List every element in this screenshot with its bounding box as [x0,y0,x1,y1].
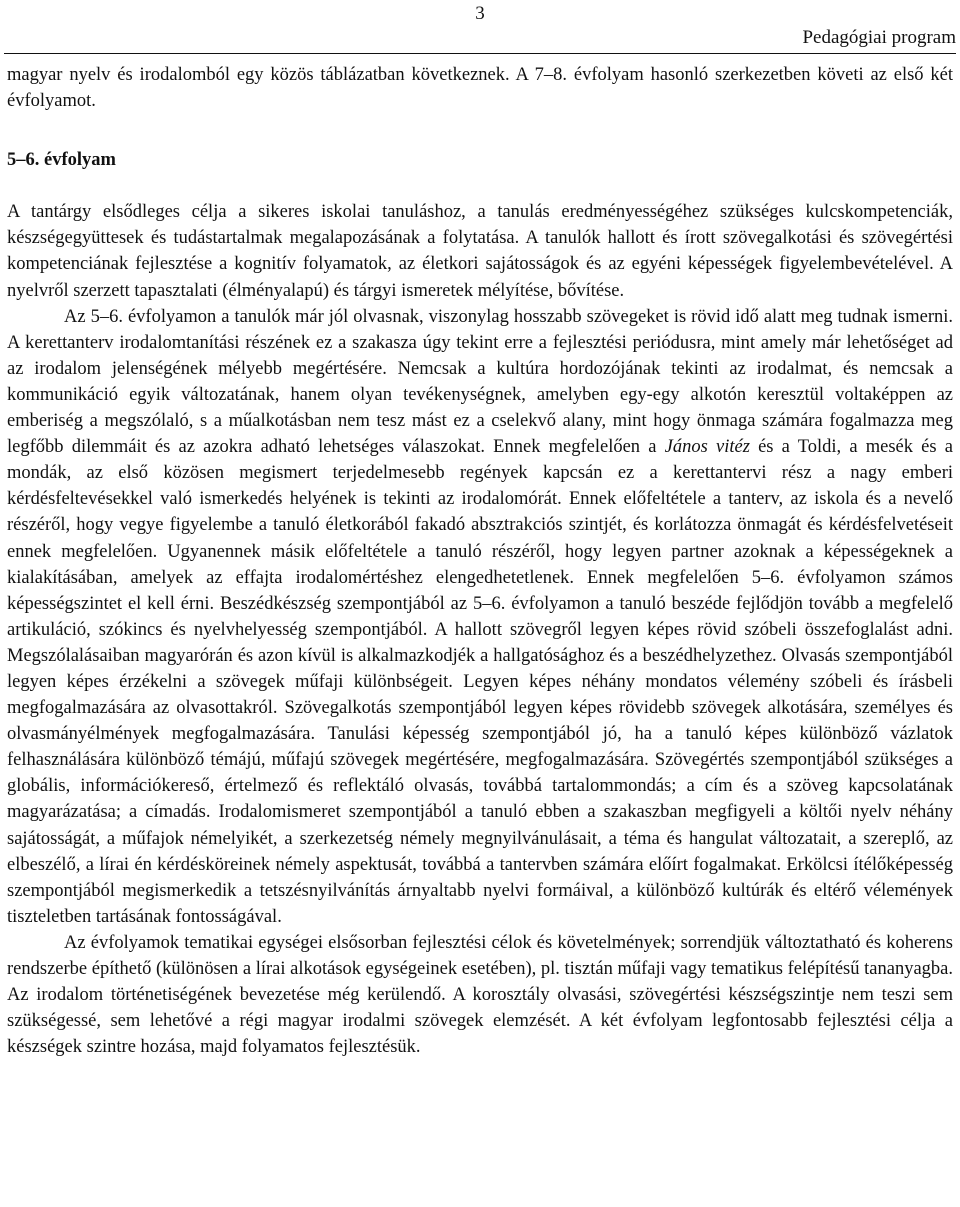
paragraph-thematic-units: Az évfolyamok tematikai egységei elsősorban fejlesztési célok és követelmények; sorrendjük változtatható és koherens rendszerbe építhető (különösen a lírai alkotások egységeinek esetében), pl. tisztán műfaji vagy tematikus felépítésű tananyagba. Az irodalom történetiségének bevezetése még kerülendő. A korosztály olvasási, szövegértési készségszintje nem teszi sem szükségessé, sem lehetővé a régi magyar irodalmi szövegek elemzését. A két évfolyam legfontosabb fejlesztési célja a készségek szintre hozása, majd folyamatos fejlesztésük. [7,932,953,1058]
header-divider [4,53,956,54]
paragraph-competencies [7,304,953,930]
paragraph-text: és a Toldi, a mesék és a mondák, az első közösen megismert terjedelmesebb regények kapcsán ez a kerettantervi rész a nagy emberi kérdésfeltevésekkel való ismerkedés helyének is tekinti az irodalomórát. Ennek előfeltétele a tanterv, az iskola és a nevelő részéről, hogy vegye figyelembe a tanuló életkorából fakadó absztrakciós szintjét, és korlátozza önmagát és kérdésfelvetéseit ennek megfelelően. Ugyanennek másik előfeltétele a tanuló részéről, hogy legyen partner azoknak a képességeknek a kialakításában, amelyek az effajta irodalomértéshez elengedhetetlenek. Ennek megfelelően 5–6. évfolyamon számos képességszintet el kell érni. Beszédkészség szempontjából az 5–6. évfolyamon a tanuló beszéde fejlődjön tovább a megfelelő artikuláció, szókincs és nyelvhelyesség szempontjából. A hallott szövegről legyen képes rövid szóbeli összefoglalást adni. Megszólalásaiban magyarórán és azon kívül is alkalmazkodjék a hallgatósághoz és a beszédhelyzethez. Olvasás szempontjából legyen képes érzékelni a szövegek műfaji különbségeit. Legyen képes néhány mondatos vélemény szóbeli és írásbeli megfogalmazására az olvasottakról. Szövegalkotás szempontjából legyen képes rövidebb szövegek alkotására, személyes és olvasmányélmények megfogalmazására. Tanulási képesség szempontjából jó, ha a tanuló képes különböző vázlatok felhasználására különböző témájú, műfajú szövegek megértésére, megfogalmazására. Szövegértés szempontjából szükséges a globális, információkereső, értelmező és reflektáló olvasás, továbbá tartalommondás; a cím és a szöveg kapcsolatának magyarázatása; a címadás. Irodalomismeret szempontjából a tanuló ebben a szakaszban megfigyeli a költői nyelv néhány sajátosságát, a műfajok némelyikét, a szerkezetség némely megnyilvánulásait, a téma és hangulat változatait, a szereplő, az elbeszélő, a lírai én kérdésköreinek némely aspektusát, továbbá a tantervben számára előírt fogalmakat. Erkölcsi ítélőképesség szempontjából megismerkedik a tetszésnyilvánítás árnyaltabb nyelvi formáival, a különböző kultúrák és eltérő vélemények tiszteletben tartásának fontosságával. [7,437,953,927]
page-number: 3 [475,3,485,24]
document-body [7,62,953,1060]
section-heading: 5–6. évfolyam [7,150,116,171]
work-title: János vitéz [664,437,750,458]
running-header-title: Pedagógiai program [802,27,956,48]
intro-paragraph: magyar nyelv és irodalomból egy közös táblázatban következnek. A 7–8. évfolyam hasonló szerkezetben követi az első két évfolyamot. [7,65,953,112]
paragraph-goals: A tantárgy elsődleges célja a sikeres iskolai tanuláshoz, a tanulás eredményességéhez szükséges kulcskompetenciák, készségegyüttesek és tudástartalmak megalapozásának a folytatása. A tanulók hallott és írott szövegalkotási és szövegértési kompetenciának fejlesztése a kognitív folyamatok, az életkori sajátosságok és az egyéni képességek figyelembevételével. A nyelvről szerzett tapasztalati (élményalapú) és tárgyi ismeretek mélyítése, bővítése. [7,202,953,301]
paragraph-text: Az 5–6. évfolyamon a tanulók már jól olvasnak, viszonylag hosszabb szövegeket is rövid idő alatt meg tudnak ismerni. A kerettanterv irodalomtanítási részének ez a szakasza úgy tekint erre a fejlesztési periódusra, mint amely már lehetőséget ad az irodalom jelenségének mélyebb megértésére. Nemcsak a kultúra hordozójának tekinti az irodalmat, és nemcsak a kommunikáció egyik változatának, hanem olyan tevékenységnek, amelyben egy-egy alkotón keresztül voltaképpen az emberiség a megszólaló, s a műalkotásban nem tesz mást ez a cselekvő alany, mint hogy önmaga számára fogalmazza meg legfőbb dilemmáit és az azokra adható lehetséges válaszokat. Ennek megfelelően a [7,306,953,458]
spacer [7,173,953,199]
spacer [7,114,953,147]
